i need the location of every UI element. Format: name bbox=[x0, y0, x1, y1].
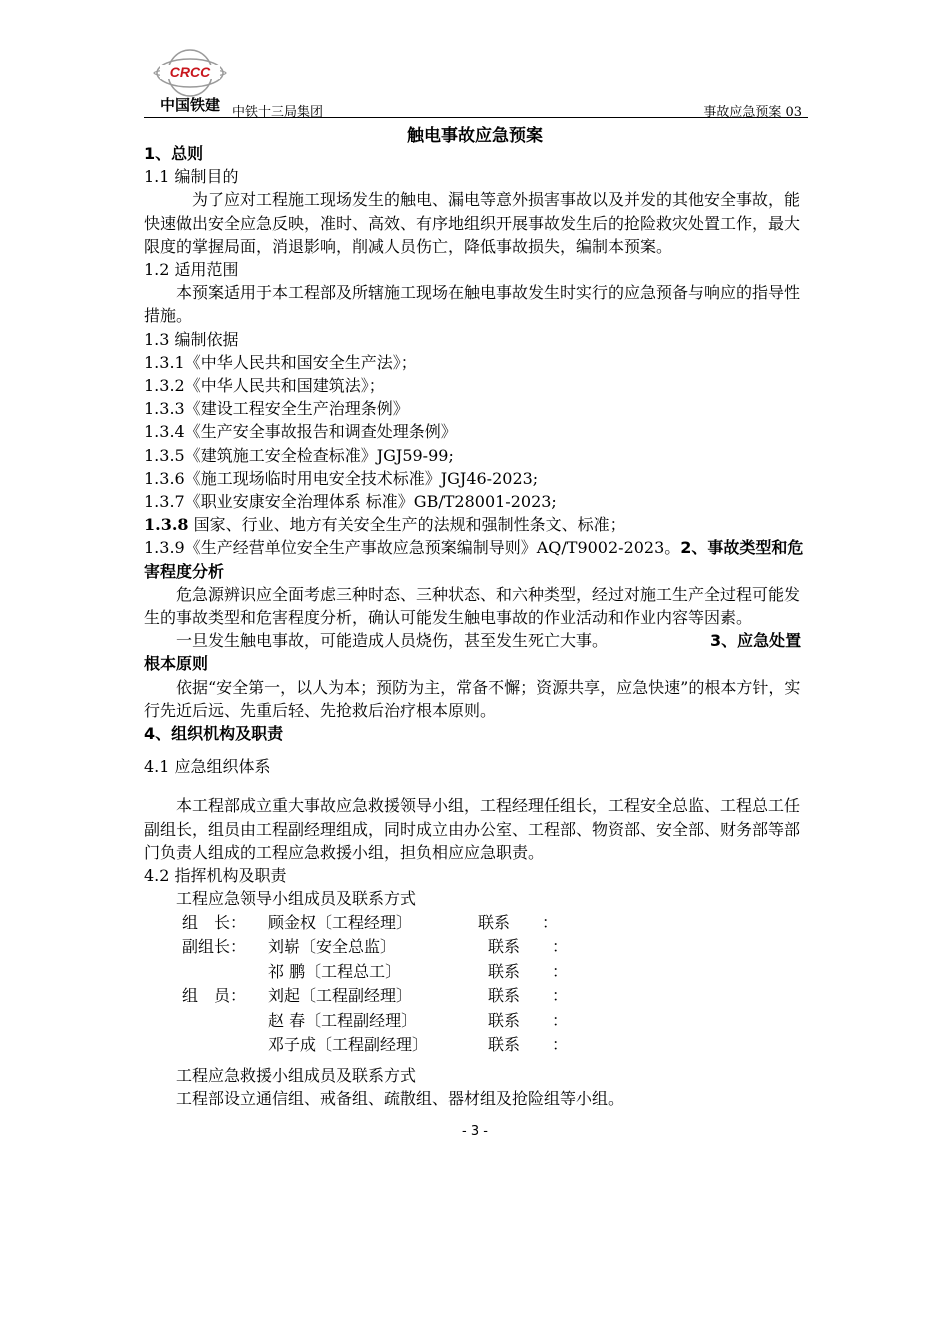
member-name: 邓子成〔工程副经理〕 bbox=[268, 1035, 429, 1054]
section-1-heading: 1、总则 bbox=[144, 144, 204, 163]
member-contact: 联系 ： bbox=[488, 1010, 569, 1030]
header-doc-code: 事故应急预案 03 bbox=[703, 105, 802, 120]
reference-item-text: 国家、行业、地方有关安全生产的法规和强制性条文、标准； bbox=[188, 515, 626, 535]
section-4-1-heading: 4.1 应急组织体系 bbox=[144, 757, 271, 777]
reference-item: 1.3.5《建筑施工安全检查标准》JGJ59-99; bbox=[144, 445, 454, 465]
document-title: 触电事故应急预案 bbox=[407, 126, 543, 146]
crcc-logo-icon bbox=[144, 48, 236, 114]
section-4-2-heading: 4.2 指挥机构及职责 bbox=[144, 866, 287, 886]
section-1-2-text: 本预案适用于本工程部及所辖施工现场在触电事故发生时实行的应急预备与响应的指导性措施。 bbox=[144, 283, 801, 326]
document-body bbox=[144, 142, 814, 1110]
member-contact: 联系 ： bbox=[488, 961, 569, 981]
member-row bbox=[144, 960, 814, 985]
header-company: 中铁十三局集团 bbox=[232, 105, 324, 120]
section-2-text: 危急源辨识应全面考虑三种时态、三种状态、和六种类型，经过对施工生产全过程可能发生的事故类型和危害程度分析，确认可能发生触电事故的作业活动和作业内容等因素。 bbox=[144, 584, 801, 628]
member-name: 赵 春〔工程副经理〕 bbox=[268, 1010, 418, 1030]
section-3-heading: 3、应急处置根本原则 bbox=[144, 631, 802, 674]
reference-item: 1.3.3《建设工程安全生产治理条例》 bbox=[144, 399, 409, 419]
member-row bbox=[144, 911, 814, 936]
member-contact: 联系 ： bbox=[488, 986, 569, 1005]
member-row bbox=[144, 1009, 814, 1034]
reference-item bbox=[144, 513, 814, 536]
member-role: 组 员： bbox=[182, 986, 247, 1005]
page-number: - 3 - bbox=[462, 1124, 488, 1139]
section-3-text: 依据“安全第一，以人为本；预防为主，常备不懈；资源共享，应急快速”的根本方针，实行先近后远、先重后轻、先抢救后治疗根本原则。 bbox=[144, 677, 801, 720]
section-1-2-heading: 1.2 适用范围 bbox=[144, 260, 239, 280]
header-divider bbox=[144, 117, 808, 118]
member-name: 刘起〔工程副经理〕 bbox=[268, 986, 413, 1005]
member-contact: 联系 ： bbox=[478, 912, 559, 932]
section-2-text-with-section-3 bbox=[144, 629, 814, 675]
section-1-1-text: 为了应对工程施工现场发生的触电、漏电等意外损害事故以及并发的其他安全事故，能快速做出安全应急反映，准时、高效、有序地组织开展事故发生后的抢险救灾处置工作，最大限度的掌握局面，消退影响，削减人员伤亡，降低事故损失，编制本预案。 bbox=[144, 190, 801, 256]
reference-item-number: 1.3.8 bbox=[144, 515, 189, 535]
reference-item: 1.3.7《职业安康安全治理体系 标准》GB/T28001-2023; bbox=[144, 492, 557, 512]
rescue-text: 工程部设立通信组、戒备组、疏散组、器材组及抢险组等小组。 bbox=[176, 1088, 625, 1108]
reference-item: 1.3.4《生产安全事故报告和调查处理条例》 bbox=[144, 422, 457, 442]
member-name: 顾金权〔工程经理〕 bbox=[268, 912, 413, 932]
member-name: 刘崭〔安全总监〕 bbox=[268, 937, 397, 956]
member-row bbox=[144, 1033, 814, 1058]
company-logo bbox=[144, 48, 236, 114]
member-role: 副组长： bbox=[182, 937, 247, 956]
reference-item: 1.3.1《中华人民共和国安全生产法》； bbox=[144, 352, 417, 372]
reference-item-text: 1.3.9《生产经营单位安全生产事故应急预案编制导则》AQ/T9002-2023。 bbox=[144, 538, 681, 558]
section-2-text: 一旦发生触电事故，可能造成人员烧伤，甚至发生死亡大事。 bbox=[176, 631, 609, 651]
section-1-3-heading: 1.3 编制依据 bbox=[144, 329, 239, 349]
member-contact: 联系 ： bbox=[488, 1035, 569, 1054]
member-contact: 联系 ： bbox=[488, 937, 569, 956]
reference-item: 1.3.2《中华人民共和国建筑法》； bbox=[144, 376, 385, 396]
section-4-1-text: 本工程部成立重大事故应急救援领导小组，工程经理任组长，工程安全总监、工程总工任副组长，组员由工程副经理组成，同时成立由办公室、工程部、物资部、安全部、财务部等部门负责人组成的工程应急救援小组，担负相应应急职责。 bbox=[144, 796, 801, 862]
svg-text:中国铁建: 中国铁建 bbox=[159, 96, 221, 114]
reference-item-with-section-2 bbox=[144, 536, 814, 582]
member-row bbox=[144, 984, 814, 1009]
svg-text:CRCC: CRCC bbox=[169, 64, 211, 80]
leaders-heading: 工程应急领导小组成员及联系方式 bbox=[176, 889, 417, 909]
section-1-1-heading: 1.1 编制目的 bbox=[144, 167, 239, 187]
section-4-heading: 4、组织机构及职责 bbox=[144, 724, 284, 744]
reference-item: 1.3.6《施工现场临时用电安全技术标准》JGJ46-2023; bbox=[144, 468, 539, 488]
member-row bbox=[144, 935, 814, 960]
member-name: 祁 鹏〔工程总工〕 bbox=[268, 961, 402, 981]
section-2-heading: 2、事故类型和危害程度分析 bbox=[144, 538, 804, 581]
rescue-heading: 工程应急救援小组成员及联系方式 bbox=[176, 1065, 417, 1085]
member-role: 组 长： bbox=[182, 912, 247, 932]
